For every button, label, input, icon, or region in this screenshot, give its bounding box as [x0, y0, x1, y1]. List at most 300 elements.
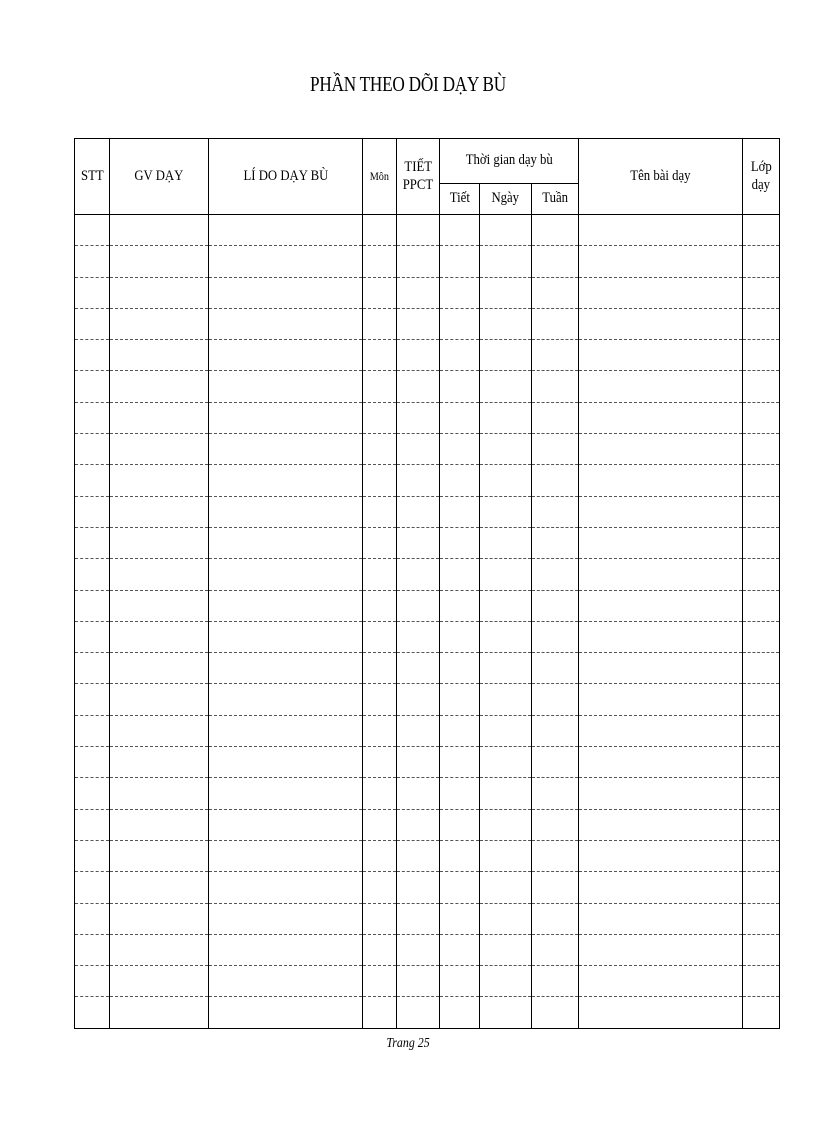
table-cell — [440, 402, 480, 433]
table-cell — [363, 434, 397, 465]
table-cell — [532, 872, 579, 903]
table-cell — [579, 684, 743, 715]
table-cell — [110, 840, 209, 871]
header-li-do: LÍ DO DẠY BÙ — [209, 139, 363, 215]
table-cell — [480, 809, 532, 840]
table-cell — [363, 903, 397, 934]
table-cell — [743, 621, 780, 652]
table-cell — [743, 872, 780, 903]
table-row — [75, 496, 780, 527]
table-cell — [440, 684, 480, 715]
table-row — [75, 966, 780, 997]
table-cell — [397, 527, 440, 558]
table-cell — [532, 215, 579, 246]
table-cell — [440, 340, 480, 371]
table-cell — [440, 840, 480, 871]
header-tiet: Tiết — [440, 184, 480, 215]
table-cell — [743, 934, 780, 965]
table-cell — [532, 277, 579, 308]
table-cell — [209, 621, 363, 652]
table-cell — [579, 872, 743, 903]
table-cell — [743, 465, 780, 496]
table-cell — [363, 747, 397, 778]
table-cell — [110, 966, 209, 997]
table-cell — [480, 402, 532, 433]
table-cell — [579, 934, 743, 965]
table-cell — [75, 590, 110, 621]
table-cell — [743, 840, 780, 871]
table-cell — [75, 371, 110, 402]
table-row — [75, 559, 780, 590]
table-cell — [363, 840, 397, 871]
table-cell — [363, 621, 397, 652]
table-cell — [209, 527, 363, 558]
table-cell — [75, 903, 110, 934]
table-cell — [397, 653, 440, 684]
table-cell — [397, 715, 440, 746]
table-cell — [110, 465, 209, 496]
table-cell — [397, 559, 440, 590]
table-cell — [75, 653, 110, 684]
table-cell — [480, 277, 532, 308]
table-cell — [110, 621, 209, 652]
table-cell — [209, 778, 363, 809]
table-cell — [397, 496, 440, 527]
table-cell — [209, 715, 363, 746]
table-cell — [363, 246, 397, 277]
table-cell — [480, 715, 532, 746]
table-cell — [532, 340, 579, 371]
table-cell — [363, 308, 397, 339]
table-cell — [532, 684, 579, 715]
table-row — [75, 277, 780, 308]
table-cell — [209, 434, 363, 465]
header-tiet-ppct-line2: PPCT — [402, 176, 434, 193]
table-cell — [743, 778, 780, 809]
table-cell — [480, 653, 532, 684]
table-row — [75, 809, 780, 840]
table-cell — [110, 246, 209, 277]
header-tiet-ppct — [397, 139, 440, 215]
table-cell — [363, 966, 397, 997]
table-cell — [75, 747, 110, 778]
table-cell — [579, 434, 743, 465]
table-cell — [532, 402, 579, 433]
table-cell — [532, 590, 579, 621]
table-cell — [532, 809, 579, 840]
table-cell — [743, 277, 780, 308]
table-cell — [75, 872, 110, 903]
table-cell — [397, 872, 440, 903]
table-cell — [480, 621, 532, 652]
table-cell — [532, 308, 579, 339]
table-cell — [363, 340, 397, 371]
table-cell — [397, 465, 440, 496]
table-row — [75, 246, 780, 277]
table-cell — [75, 308, 110, 339]
table-cell — [480, 246, 532, 277]
table-cell — [743, 434, 780, 465]
table-row — [75, 402, 780, 433]
table-cell — [579, 653, 743, 684]
table-cell — [397, 402, 440, 433]
table-cell — [480, 997, 532, 1028]
table-row — [75, 715, 780, 746]
table-cell — [440, 308, 480, 339]
table-cell — [363, 934, 397, 965]
table-cell — [110, 809, 209, 840]
table-cell — [743, 308, 780, 339]
table-cell — [363, 778, 397, 809]
table-row — [75, 465, 780, 496]
table-cell — [209, 653, 363, 684]
table-cell — [209, 966, 363, 997]
table-row — [75, 903, 780, 934]
table-cell — [397, 934, 440, 965]
table-cell — [75, 966, 110, 997]
table-cell — [480, 966, 532, 997]
table-row — [75, 653, 780, 684]
table-cell — [363, 371, 397, 402]
table-cell — [209, 684, 363, 715]
table-cell — [209, 997, 363, 1028]
table-cell — [363, 402, 397, 433]
table-cell — [363, 809, 397, 840]
table-cell — [579, 840, 743, 871]
table-cell — [480, 340, 532, 371]
table-cell — [110, 527, 209, 558]
table-cell — [209, 840, 363, 871]
table-cell — [209, 934, 363, 965]
table-row — [75, 308, 780, 339]
table-cell — [743, 747, 780, 778]
table-cell — [75, 809, 110, 840]
table-cell — [397, 371, 440, 402]
table-cell — [397, 809, 440, 840]
table-cell — [75, 434, 110, 465]
table-cell — [397, 277, 440, 308]
table-cell — [532, 246, 579, 277]
table-cell — [363, 684, 397, 715]
table-cell — [480, 903, 532, 934]
table-cell — [110, 684, 209, 715]
table-cell — [209, 371, 363, 402]
table-cell — [209, 340, 363, 371]
table-cell — [440, 715, 480, 746]
table-cell — [743, 371, 780, 402]
table-cell — [75, 997, 110, 1028]
table-cell — [75, 559, 110, 590]
table-cell — [363, 277, 397, 308]
table-cell — [440, 621, 480, 652]
table-row — [75, 340, 780, 371]
table-cell — [579, 590, 743, 621]
table-cell — [579, 778, 743, 809]
table-cell — [75, 934, 110, 965]
table-cell — [75, 621, 110, 652]
table-cell — [363, 653, 397, 684]
table-cell — [209, 903, 363, 934]
table-cell — [532, 621, 579, 652]
table-cell — [397, 340, 440, 371]
table-cell — [743, 809, 780, 840]
table-cell — [75, 465, 110, 496]
table-row — [75, 997, 780, 1028]
table-cell — [743, 653, 780, 684]
table-cell — [579, 715, 743, 746]
table-cell — [480, 496, 532, 527]
table-cell — [532, 496, 579, 527]
table-cell — [579, 402, 743, 433]
table-row — [75, 934, 780, 965]
table-cell — [743, 527, 780, 558]
table-cell — [579, 308, 743, 339]
table-cell — [480, 778, 532, 809]
table-cell — [363, 215, 397, 246]
table-cell — [440, 966, 480, 997]
table-cell — [440, 559, 480, 590]
table-cell — [209, 246, 363, 277]
table-cell — [743, 684, 780, 715]
table-cell — [397, 246, 440, 277]
table-cell — [480, 684, 532, 715]
table-cell — [532, 653, 579, 684]
table-cell — [480, 308, 532, 339]
header-mon: Môn — [363, 139, 397, 215]
table-cell — [75, 215, 110, 246]
table-cell — [743, 966, 780, 997]
table-cell — [110, 778, 209, 809]
table-cell — [532, 559, 579, 590]
table-cell — [440, 778, 480, 809]
table-cell — [75, 840, 110, 871]
table-cell — [579, 371, 743, 402]
table-cell — [110, 559, 209, 590]
table-cell — [440, 590, 480, 621]
table-cell — [75, 402, 110, 433]
table-cell — [480, 840, 532, 871]
table-cell — [743, 215, 780, 246]
table-cell — [579, 966, 743, 997]
table-cell — [532, 903, 579, 934]
header-tuan: Tuần — [532, 184, 579, 215]
table-cell — [440, 903, 480, 934]
table-row — [75, 872, 780, 903]
table-cell — [743, 590, 780, 621]
table-row — [75, 215, 780, 246]
table-cell — [110, 715, 209, 746]
header-lop-line2: dạy — [751, 176, 771, 193]
table-cell — [743, 559, 780, 590]
table-cell — [75, 684, 110, 715]
table-cell — [532, 465, 579, 496]
table-cell — [363, 527, 397, 558]
table-cell — [110, 872, 209, 903]
table-cell — [397, 966, 440, 997]
table-cell — [440, 747, 480, 778]
table-cell — [363, 590, 397, 621]
table-cell — [363, 715, 397, 746]
table-cell — [440, 653, 480, 684]
table-cell — [110, 215, 209, 246]
table-cell — [440, 809, 480, 840]
table-cell — [440, 997, 480, 1028]
table-body — [75, 215, 780, 1029]
table-cell — [75, 246, 110, 277]
table-cell — [532, 934, 579, 965]
table-cell — [579, 340, 743, 371]
table-cell — [209, 465, 363, 496]
header-thoi-gian: Thời gian dạy bù — [440, 139, 579, 184]
table-cell — [532, 371, 579, 402]
table-cell — [579, 621, 743, 652]
table-cell — [110, 747, 209, 778]
table-cell — [743, 997, 780, 1028]
header-lop-line1: Lớp — [750, 159, 772, 176]
table-cell — [397, 903, 440, 934]
table-cell — [209, 809, 363, 840]
table-cell — [363, 496, 397, 527]
table-cell — [532, 966, 579, 997]
table-cell — [440, 277, 480, 308]
header-ngay: Ngày — [480, 184, 532, 215]
table-cell — [440, 246, 480, 277]
table-row — [75, 434, 780, 465]
table-cell — [440, 215, 480, 246]
table-cell — [397, 215, 440, 246]
table-cell — [480, 434, 532, 465]
table-cell — [110, 590, 209, 621]
table-cell — [579, 277, 743, 308]
table-cell — [110, 402, 209, 433]
table-cell — [532, 747, 579, 778]
table-cell — [480, 465, 532, 496]
table-cell — [75, 778, 110, 809]
table-cell — [440, 934, 480, 965]
table-cell — [579, 496, 743, 527]
table-cell — [209, 496, 363, 527]
table-cell — [397, 308, 440, 339]
table-row — [75, 371, 780, 402]
header-row — [75, 139, 780, 184]
table-cell — [209, 747, 363, 778]
table-cell — [743, 246, 780, 277]
table-cell — [209, 277, 363, 308]
table-cell — [110, 903, 209, 934]
table-cell — [397, 840, 440, 871]
table-cell — [579, 559, 743, 590]
page-number: Trang 25 — [386, 1036, 430, 1051]
table-cell — [363, 872, 397, 903]
table-cell — [440, 371, 480, 402]
table-row — [75, 684, 780, 715]
table-cell — [209, 559, 363, 590]
header-tiet-ppct-line1: TIẾT — [404, 159, 432, 176]
table-cell — [532, 997, 579, 1028]
table-cell — [363, 559, 397, 590]
table-cell — [110, 934, 209, 965]
table-cell — [579, 903, 743, 934]
table-cell — [209, 590, 363, 621]
table-cell — [75, 340, 110, 371]
table-cell — [110, 340, 209, 371]
page-title: PHẦN THEO DÕI DẠY BÙ — [310, 72, 506, 96]
table-cell — [440, 872, 480, 903]
table-cell — [75, 527, 110, 558]
table-cell — [480, 215, 532, 246]
table-cell — [532, 715, 579, 746]
table-cell — [440, 434, 480, 465]
table-cell — [110, 496, 209, 527]
table-cell — [480, 747, 532, 778]
header-stt: STT — [75, 139, 110, 215]
table-cell — [579, 246, 743, 277]
header-ten-bai: Tên bài dạy — [579, 139, 743, 215]
header-lop — [743, 139, 780, 215]
table-cell — [480, 527, 532, 558]
table-cell — [397, 778, 440, 809]
table-cell — [480, 371, 532, 402]
table-row — [75, 527, 780, 558]
table-cell — [363, 465, 397, 496]
table-cell — [440, 496, 480, 527]
table-cell — [440, 527, 480, 558]
table-cell — [397, 434, 440, 465]
table-row — [75, 778, 780, 809]
table-cell — [110, 434, 209, 465]
table-cell — [110, 371, 209, 402]
table-cell — [209, 872, 363, 903]
table-cell — [75, 496, 110, 527]
header-gv-day: GV DẠY — [110, 139, 209, 215]
table-cell — [397, 997, 440, 1028]
table-cell — [743, 903, 780, 934]
table-cell — [532, 840, 579, 871]
table-cell — [579, 997, 743, 1028]
table-cell — [579, 747, 743, 778]
table-cell — [480, 590, 532, 621]
table-cell — [397, 590, 440, 621]
table-cell — [110, 277, 209, 308]
table-cell — [209, 402, 363, 433]
table-row — [75, 621, 780, 652]
table-cell — [532, 434, 579, 465]
table-cell — [743, 496, 780, 527]
table-cell — [579, 465, 743, 496]
table-cell — [480, 559, 532, 590]
table-cell — [75, 277, 110, 308]
table-row — [75, 840, 780, 871]
table-cell — [579, 809, 743, 840]
table-cell — [209, 215, 363, 246]
table-cell — [532, 778, 579, 809]
table-cell — [209, 308, 363, 339]
table-cell — [579, 527, 743, 558]
table-cell — [743, 402, 780, 433]
table-cell — [743, 340, 780, 371]
table-row — [75, 747, 780, 778]
table-cell — [579, 215, 743, 246]
table-cell — [743, 715, 780, 746]
table-cell — [397, 621, 440, 652]
table-cell — [440, 465, 480, 496]
table-cell — [532, 527, 579, 558]
table-cell — [397, 684, 440, 715]
table-cell — [110, 308, 209, 339]
table-cell — [397, 747, 440, 778]
table-cell — [110, 653, 209, 684]
table-cell — [363, 997, 397, 1028]
